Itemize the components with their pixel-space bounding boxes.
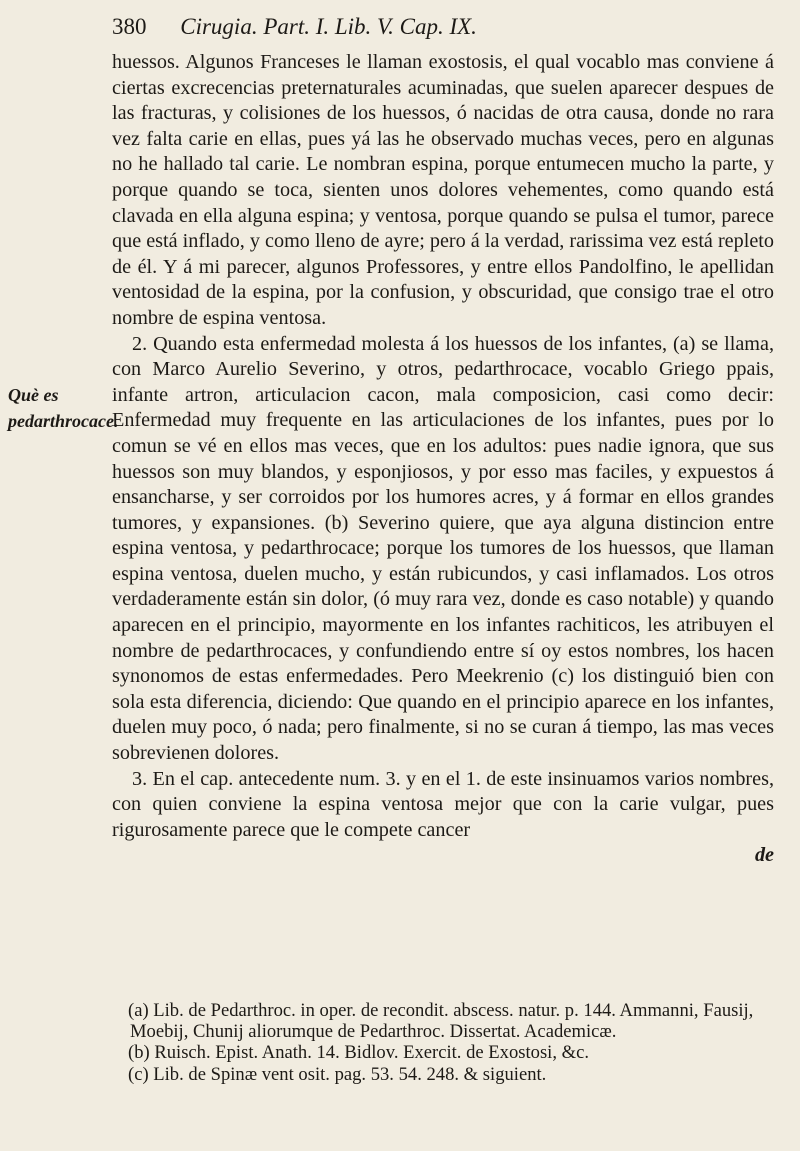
footnote-a: (a) Lib. de Pedarthroc. in oper. de recondit. abscess. natur. p. 144. Ammanni, Fausij, Moebij, Chunij aliorumque de Pedarthroc. Dissertat. Academicæ. bbox=[128, 1000, 754, 1043]
margin-note: Què es pedarthrocace. bbox=[8, 385, 119, 431]
footnotes bbox=[112, 1000, 774, 1085]
main-text bbox=[112, 50, 774, 869]
paragraph-2: 2. Quando esta enfermedad molesta á los huessos de los infantes, (a) se llama, con Marco Aurelio Severino, y otros, pedarthrocace, vocablo Griego ppais, infante artron, articulacion cacon, mala composicion, casi como decir: Enfermedad muy frequente en las articulaciones de los infantes, pues por lo comun se vé en ellos mas veces, que en los adultos: pues nadie ignora, que sus huessos son muy blandos, y esponjiosos, y por esso mas faciles, y expuestos á ensancharse, y ser corroidos por los humores acres, y á formar en ellos grandes tumores, y expansiones. (b) Severino quiere, que aya alguna distincion entre espina ventosa, y pedarthrocace; porque los tumores de los huessos, que llaman espina ventosa, duelen mucho, y están rubicundos, y casi inflamados. Los otros verdaderamente están sin dolor, (ó muy rara vez, donde es caso notable) y quando aparecen en el principio, mayormente en los infantes rachiticos, les atribuyen el nombre de pedarthrocaces, y confundiendo entre sí oy estos nombres, los hacen synonomos de estas enfermedades. Pero Meekrenio (c) los distinguió bien con sola esta diferencia, diciendo: Que quando en el principio aparece en los infantes, duelen muy poco, ó nada; pero finalmente, si no se curan á tiempo, las mas veces sobrevienen dolores. bbox=[112, 332, 774, 765]
catchword: de bbox=[754, 844, 774, 867]
paragraph-1: huessos. Algunos Franceses le llaman exostosis, el qual vocablo mas conviene á ciertas excrecencias preternaturales acuminadas, que suelen aparecer despues de las fracturas, y colisiones de los huessos, ó nacidas de otra causa, donde no rara vez falta carie en ellas, pues yá las he observado muchas veces, pero en algunas no he hallado tal carie. Le nombran espina, porque entumecen mucho la parte, y porque quando se toca, sienten unos dolores vehementes, como quando está clavada en ella alguna espina; y ventosa, porque quando se pulsa el tumor, parece que está inflado, y como lleno de ayre; pero á la verdad, rarissima vez está repleto de él. Y á mi parecer, algunos Professores, y entre ellos Pandolfino, le apellidan ventosidad de la espina, por la confusion, y obscuridad, que consigo trae el otro nombre de espina ventosa. bbox=[112, 51, 774, 329]
paragraph-3: 3. En el cap. antecedente num. 3. y en el 1. de este insinuamos varios nombres, con quien conviene la espina ventosa mejor que con la carie vulgar, pues rigurosamente parece que le compete cancer bbox=[112, 767, 774, 841]
footnote-b: (b) Ruisch. Epist. Anath. 14. Bidlov. Exercit. de Exostosi, &c. bbox=[128, 1042, 590, 1064]
page-number: 380 bbox=[112, 14, 147, 39]
running-title: Cirugia. Part. I. Lib. V. Cap. IX. bbox=[180, 14, 477, 39]
footnote-c: (c) Lib. de Spinæ vent osit. pag. 53. 54. 248. & siguient. bbox=[128, 1063, 547, 1085]
running-header bbox=[112, 12, 672, 42]
